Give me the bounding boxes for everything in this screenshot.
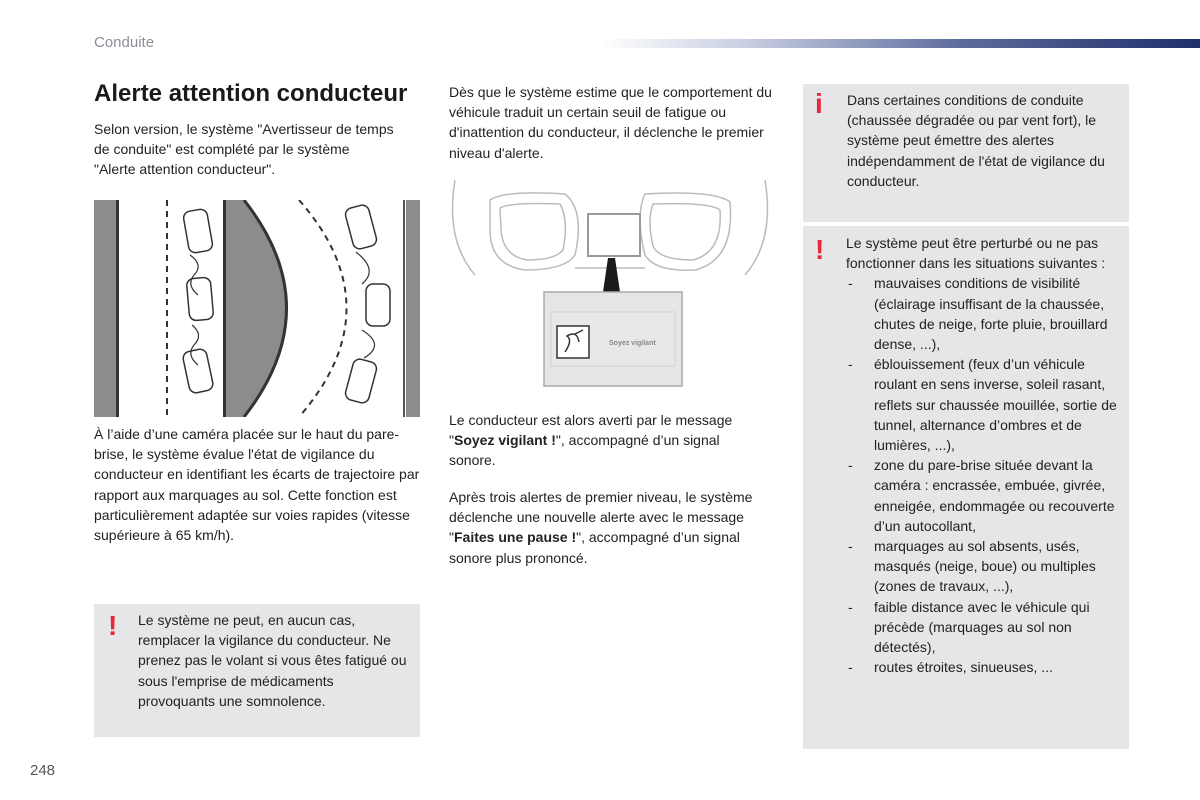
list-item: - marquages au sol absents, usés, masqués (neige, boue) ou multiples (zones de travaux, ...), bbox=[846, 536, 1121, 597]
warning-icon: ! bbox=[108, 610, 118, 641]
info-text: Dans certaines conditions de conduite (chaussée dégradée ou par vent fort), le système peut émettre des alertes indépendamment de l'état de vigilance du conducteur. bbox=[847, 92, 1105, 189]
instrument-cluster-illustration bbox=[445, 180, 775, 390]
list-item: - éblouissement (feux d’un véhicule roulant en sens inverse, soleil rasant, reflets sur chaussée mouillée, sortie de tunnel, alternance d’ombres et de lumières, ...), bbox=[846, 354, 1121, 455]
list-item: - zone du pare-brise située devant la caméra : encrassée, embuée, givrée, enneigée, endommagée ou recouverte d’un autocollant, bbox=[846, 455, 1121, 536]
list-item: - routes étroites, sinueuses, ... bbox=[846, 657, 1121, 677]
alert-intro-paragraph: Dès que le système estime que le comportement du véhicule traduit un certain seuil de fatigue ou d'inattention du conducteur, il déclenche le premier niveau d'alerte. bbox=[449, 84, 772, 161]
first-alert-paragraph: Le conducteur est alors averti par le message "Soyez vigilant !", accompagné d’un signal sonore. bbox=[449, 412, 733, 469]
driver-attention-icon bbox=[557, 326, 589, 358]
page-number: 248 bbox=[30, 762, 56, 779]
header-decoration-bar bbox=[600, 39, 1200, 48]
list-item: - mauvaises conditions de visibilité (éclairage insuffisant de la chaussée, chutes de neige, forte pluie, brouillard dense, ...), bbox=[846, 273, 1121, 354]
lane-drift-illustration bbox=[94, 200, 420, 417]
safety-warning-text: Le système ne peut, en aucun cas, remplacer la vigilance du conducteur. Ne prenez pas le volant si vous êtes fatigué ou sous l'emprise de médicaments provoquants une somnolence. bbox=[138, 612, 407, 709]
section-header: Conduite bbox=[94, 34, 155, 51]
limitations-intro: Le système peut être perturbé ou ne pas fonctionner dans les situations suivantes : bbox=[846, 235, 1106, 272]
second-alert-paragraph: Après trois alertes de premier niveau, le système déclenche une nouvelle alerte avec le message "Faites une pause !", accompagné d’un signal sonore plus prononcé. bbox=[449, 489, 753, 566]
limitations-warning-content bbox=[846, 233, 1121, 677]
intro-paragraph: Selon version, le système "Avertisseur de temps de conduite" est complété par le système "Alerte attention conducteur". bbox=[94, 121, 394, 178]
info-icon: i bbox=[815, 88, 823, 119]
limitations-list bbox=[846, 273, 1121, 677]
list-item: - faible distance avec le véhicule qui précède (marquages au sol non détectés), bbox=[846, 597, 1121, 658]
page-title: Alerte attention conducteur bbox=[94, 80, 408, 107]
display-message-label: Soyez vigilant bbox=[609, 340, 656, 347]
warning-icon: ! bbox=[815, 234, 825, 265]
camera-paragraph: À l’aide d’une caméra placée sur le haut du pare-brise, le système évalue l'état de vigilance du conducteur en identifiant les écarts de trajectoire par rapport aux marquages au sol. Cette fonction est particulièrement adaptée sur voies rapides (vitesse supérieure à 65 km/h). bbox=[94, 426, 420, 544]
